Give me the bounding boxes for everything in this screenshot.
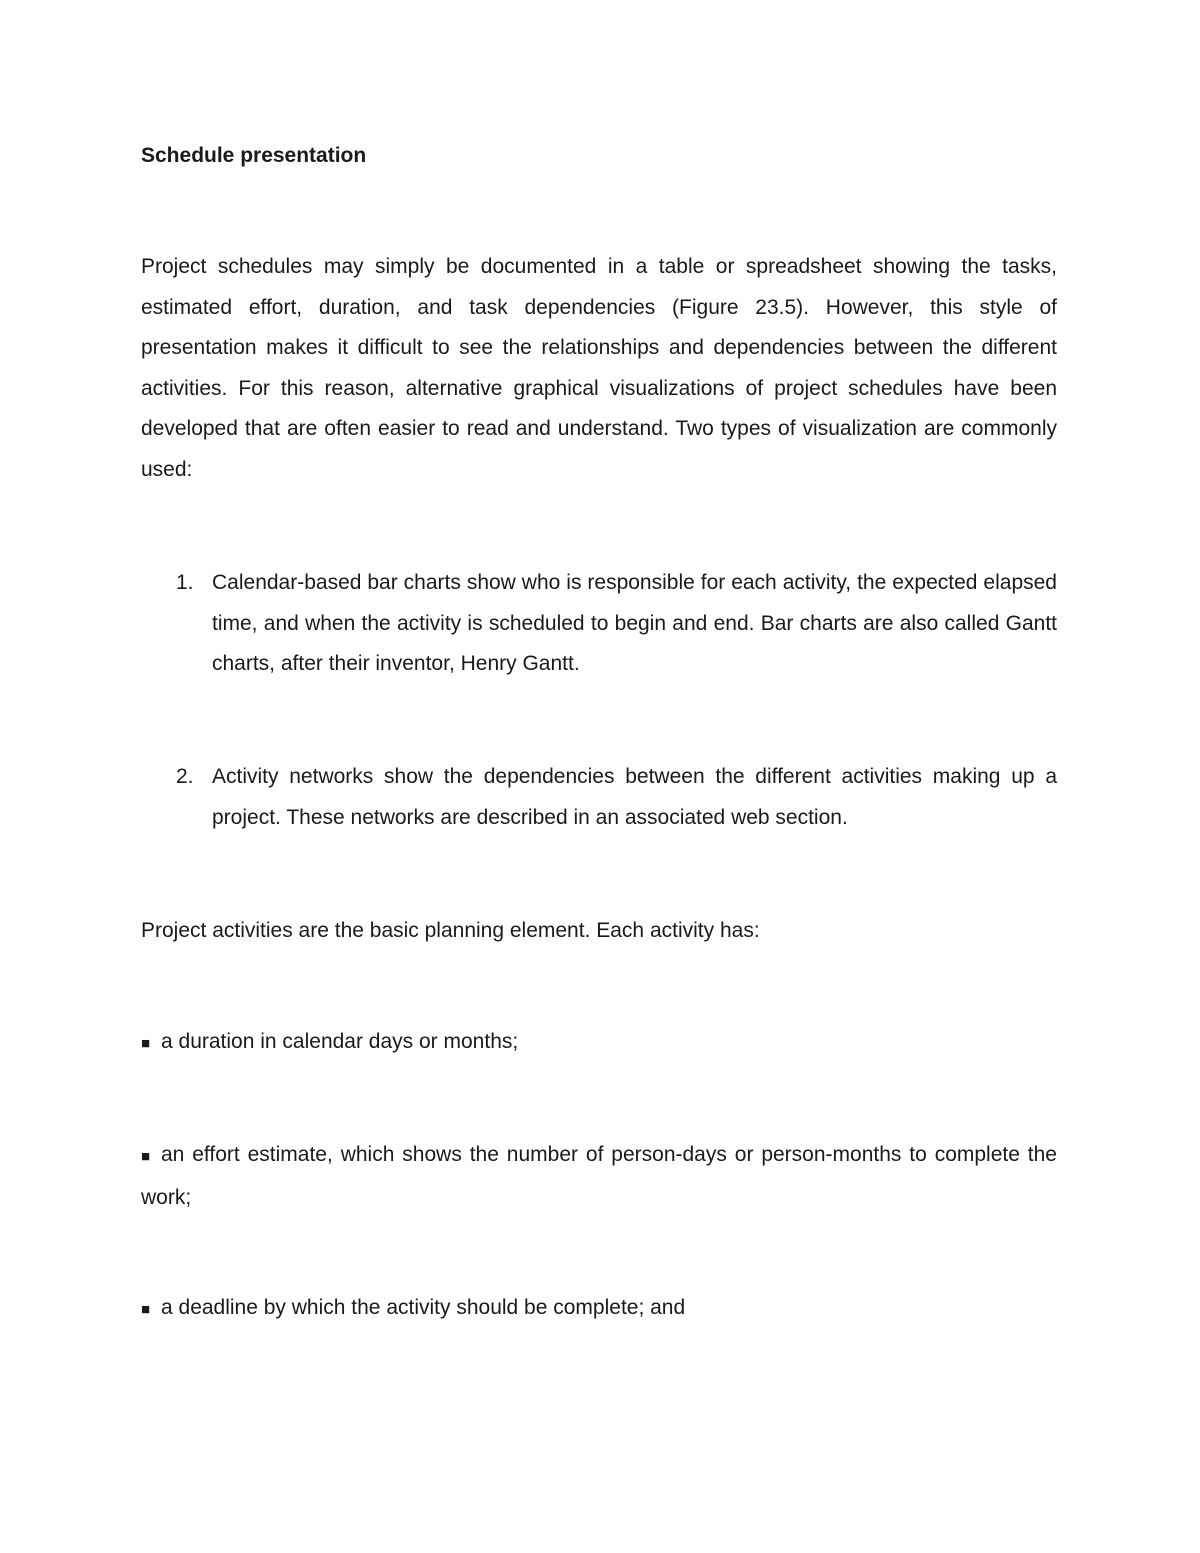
list-item-number: 1. [176,571,194,594]
bullet-text: a duration in calendar days or months; [161,1030,519,1053]
square-bullet-icon: ■ [141,1035,151,1052]
list-item-number: 2. [176,765,194,788]
intro-paragraph: Project schedules may simply be documented in a table or spreadsheet showing the tasks, estimated effort, duration, and task dependencies (Figure 23.5). However, this style of presentation makes it difficult to see the relationships and dependencies between the different activities. For this reason, alternative graphical visualizations of project schedules have been developed that are often easier to read and understand. Two types of visualization are commonly used: [141,255,1057,481]
list-item-text: Activity networks show the dependencies between the different activities making up a project. These networks are described in an associated web section. [212,765,1057,829]
list-item-text: Calendar-based bar charts show who is responsible for each activity, the expected elapsed time, and when the activity is scheduled to begin and end. Bar charts are also called Gantt charts, after their inventor, Henry Gantt. [212,571,1057,676]
bullet-item [141,1022,1057,1065]
bullet-text: a deadline by which the activity should be complete; and [161,1296,686,1319]
bullet-item [141,1288,1057,1331]
list-item [141,563,1057,685]
square-bullet-icon: ■ [141,1148,151,1165]
bullet-text: an effort estimate, which shows the number of person-days or person-months to complete the work; [141,1143,1057,1209]
activities-intro-paragraph: Project activities are the basic planning element. Each activity has: [141,919,760,942]
list-item [141,757,1057,838]
bullet-item [141,1135,1057,1218]
section-heading: Schedule presentation [141,144,367,167]
square-bullet-icon: ■ [141,1301,151,1318]
